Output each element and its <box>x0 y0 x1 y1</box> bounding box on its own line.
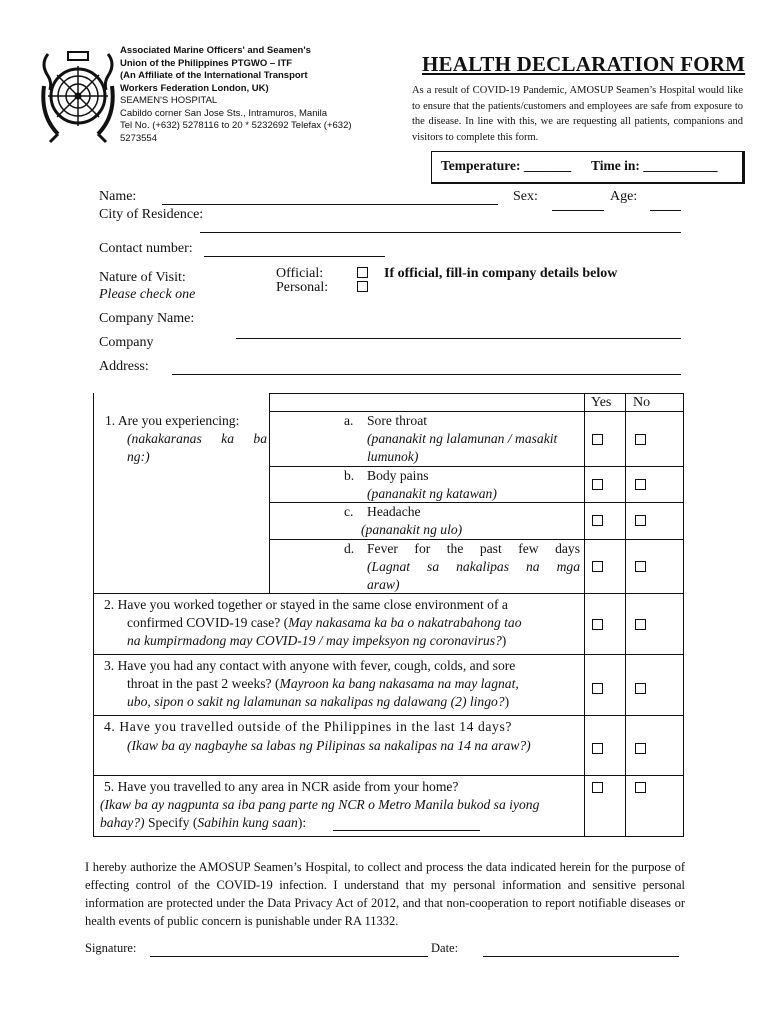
org-name-line: Union of the Philippines PTGWO – ITF <box>120 57 293 69</box>
q4-no-checkbox[interactable] <box>635 743 646 754</box>
q1d-text: Fever for the past few days <box>367 541 580 556</box>
temperature-label: Temperature: _______ <box>441 158 572 173</box>
q1-tagalog <box>127 430 267 449</box>
org-detail-line: Tel No. (+632) 5278116 to 20 * 5232692 Telefax (+632) <box>120 120 352 131</box>
q4-yes-checkbox[interactable] <box>592 743 603 754</box>
city-field[interactable] <box>200 232 681 233</box>
q4-tagalog: (Ikaw ba ay nagbayhe sa labas ng Pilipinas sa nakalipas na 14 na araw?) <box>127 738 531 753</box>
address-field[interactable] <box>172 374 681 375</box>
q2-text-part: confirmed COVID-19 case? ( <box>127 615 289 630</box>
signature-label: Signature: <box>85 941 137 955</box>
q2-text: 2. Have you worked together or stayed in the same close environment of a <box>104 597 508 612</box>
org-name-line: Associated Marine Officers' and Seamen's <box>120 45 311 56</box>
q1b-no-checkbox[interactable] <box>635 479 646 490</box>
age-field[interactable] <box>650 210 681 211</box>
q1-tagalog-part: (nakakaranas <box>127 431 202 446</box>
q1c-text: Headache <box>367 504 421 519</box>
q2-no-checkbox[interactable] <box>635 619 646 630</box>
consent-paragraph: I hereby authorize the AMOSUP Seamen’s Hospital, to collect and process the data indicated herein for the purpose of effecting control of the COVID-19 infection. I understand that my personal information and sensitive personal information are protected under the Data Privacy Act of 2012, and that non-cooperation to report notifiable diseases or health events of public concern is punishable under RA 11332. <box>85 860 685 928</box>
q1-tagalog-end: ng:) <box>127 449 150 464</box>
intro-paragraph: As a result of COVID-19 Pandemic, AMOSUP Seamen’s Hospital would like to ensure that the patients/customers and employees are safe from exposure to the disease. In line with this, we are requesting all patients, companions and visitors to complete this form. <box>412 85 743 143</box>
yes-header: Yes <box>591 395 612 410</box>
q5-tagalog: Sabihin kung saan <box>197 815 298 830</box>
org-name-line: (An Affiliate of the International Transport <box>120 70 308 81</box>
contact-field[interactable] <box>204 256 385 257</box>
q1c-label: c. <box>344 504 354 519</box>
union-logo <box>38 46 118 144</box>
address-label: Address: <box>99 359 149 374</box>
company-name-label: Company Name: <box>99 311 195 326</box>
q5-specify-field[interactable] <box>333 830 480 831</box>
city-label: City of Residence: <box>99 207 204 222</box>
official-note: If official, fill-in company details below <box>384 266 618 281</box>
official-checkbox[interactable] <box>357 267 368 278</box>
time-in-label: Time in: ___________ <box>591 158 718 173</box>
q1b-text: Body pains <box>367 468 429 483</box>
q3-text: 3. Have you had any contact with anyone with fever, cough, colds, and sore <box>104 658 516 673</box>
org-name-line: Workers Federation London, UK) <box>120 82 269 94</box>
q2-text-part: ) <box>501 633 507 648</box>
q1a-yes-checkbox[interactable] <box>592 434 603 445</box>
q1a-label: a. <box>344 413 354 428</box>
sex-field[interactable] <box>552 210 604 211</box>
company-name-field[interactable] <box>236 338 681 339</box>
q3-tagalog: ubo, sipon o sakit ng lalamunan sa nakalipas ng dalawang (2) lingo? <box>127 694 505 709</box>
org-detail-line: Cabildo corner San Jose Sts., Intramuros, Manila <box>120 107 327 119</box>
personal-checkbox[interactable] <box>357 281 368 292</box>
q5-text-part: Specify ( <box>144 815 198 830</box>
nature-hint: Please check one <box>99 287 196 302</box>
q1-text: 1. Are you experiencing: <box>105 413 240 428</box>
name-field[interactable] <box>162 204 498 205</box>
q1a-tagalog: lumunok) <box>367 449 419 464</box>
q5-text-3 <box>100 814 306 833</box>
org-detail-line: SEAMEN'S HOSPITAL <box>120 95 218 106</box>
q1d-yes-checkbox[interactable] <box>592 561 603 572</box>
q1d-tagalog: araw) <box>367 577 400 592</box>
q3-yes-checkbox[interactable] <box>592 683 603 694</box>
q3-text-2 <box>127 675 519 694</box>
name-label: Name: <box>99 189 137 204</box>
q2-yes-checkbox[interactable] <box>592 619 603 630</box>
company-address-label: Company <box>99 335 154 350</box>
q1d-no-checkbox[interactable] <box>635 561 646 572</box>
q3-text-3 <box>127 693 509 712</box>
age-label: Age: <box>610 189 638 204</box>
q5-yes-checkbox[interactable] <box>592 782 603 793</box>
date-label: Date: <box>431 941 459 955</box>
q5-tagalog: bahay?) <box>100 815 145 830</box>
q1a-text: Sore throat <box>367 413 428 428</box>
sex-label: Sex: <box>513 189 538 204</box>
q3-text-part: ) <box>504 694 510 709</box>
q3-text-part: throat in the past 2 weeks? ( <box>127 676 280 691</box>
date-field[interactable] <box>483 956 679 957</box>
q1d-tagalog: (Lagnat sa nakalipas na mga <box>367 559 580 574</box>
q2-tagalog: na kumpirmadong may COVID-19 / may impeksyon ng coronavirus? <box>127 633 502 648</box>
q1-tagalog-part: ba <box>253 431 267 446</box>
q4-text: 4. Have you travelled outside of the Philippines in the last 14 days? <box>104 719 512 734</box>
q1b-label: b. <box>344 468 355 483</box>
q1c-yes-checkbox[interactable] <box>592 515 603 526</box>
q3-tagalog: Mayroon ka bang nakasama na may lagnat, <box>279 676 519 691</box>
nature-of-visit-label: Nature of Visit: <box>99 270 186 285</box>
q1-tagalog-part: ka <box>221 431 234 446</box>
contact-label: Contact number: <box>99 241 193 256</box>
q5-text-part: ): <box>297 815 307 830</box>
personal-label: Personal: <box>276 280 329 295</box>
q5-text: 5. Have you travelled to any area in NCR aside from your home? <box>104 779 459 794</box>
signature-field[interactable] <box>150 956 428 957</box>
q1c-tagalog: (pananakit ng ulo) <box>361 522 463 537</box>
q1d-label: d. <box>344 541 355 556</box>
q3-no-checkbox[interactable] <box>635 683 646 694</box>
q2-text-2 <box>127 614 522 633</box>
q1b-tagalog: (pananakit ng katawan) <box>367 486 497 501</box>
q1c-no-checkbox[interactable] <box>635 515 646 526</box>
org-info <box>120 45 395 145</box>
q5-no-checkbox[interactable] <box>635 782 646 793</box>
q1a-tagalog: (pananakit ng lalamunan / masakit <box>367 431 558 446</box>
form-title: HEALTH DECLARATION FORM <box>422 52 746 76</box>
official-label: Official: <box>276 266 324 281</box>
q2-text-3 <box>127 632 506 651</box>
no-header: No <box>633 395 651 410</box>
q1a-no-checkbox[interactable] <box>635 434 646 445</box>
q5-tagalog: (Ikaw ba ay nagpunta sa iba pang parte ng NCR o Metro Manila bukod sa iyong <box>100 797 540 812</box>
q2-tagalog: May nakasama ka ba o nakatrabahong tao <box>288 615 522 630</box>
org-detail-line: 5273554 <box>120 132 157 144</box>
q1b-yes-checkbox[interactable] <box>592 479 603 490</box>
